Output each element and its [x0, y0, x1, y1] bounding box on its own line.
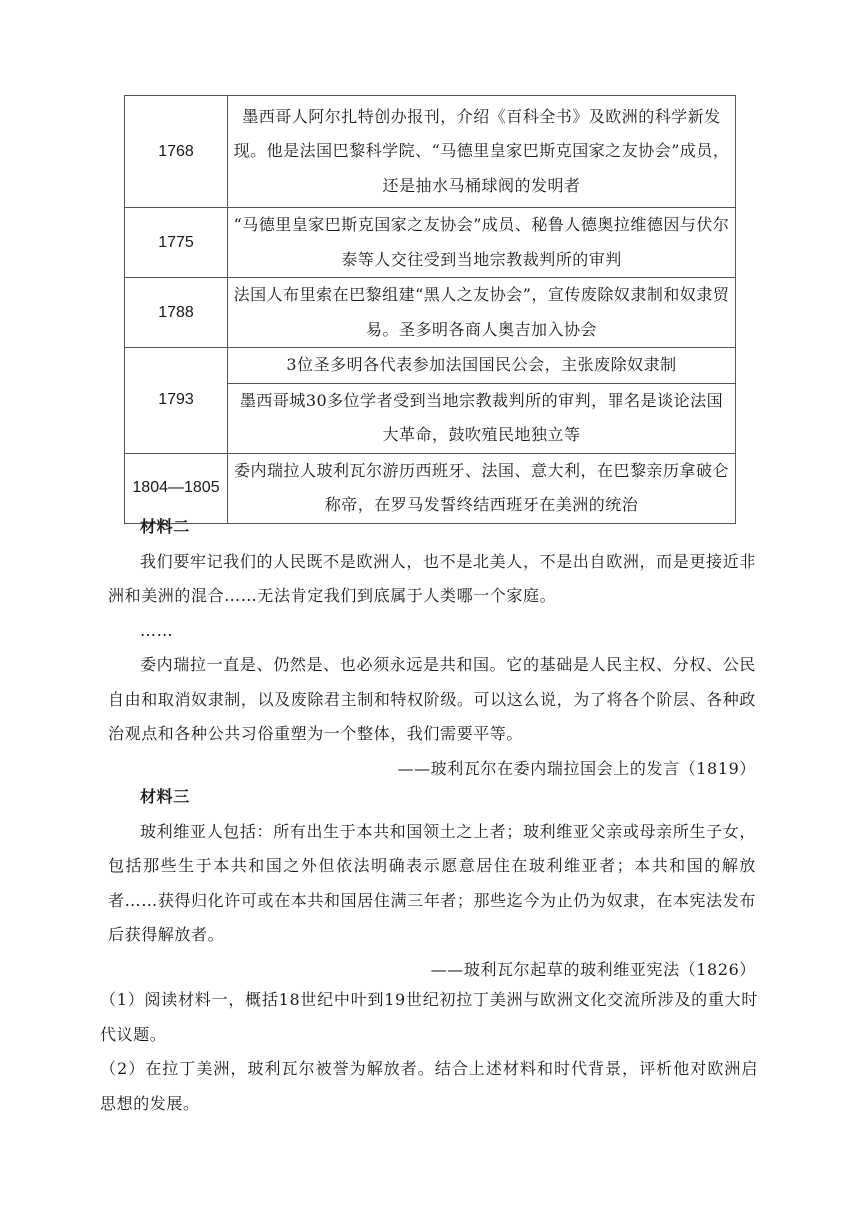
- material-2-paragraph-1: 我们要牢记我们的人民既不是欧洲人，也不是北美人，不是出自欧洲，而是更接近非洲和美洲的混合……无法肯定我们到底属于人类哪一个家庭。: [108, 551, 756, 605]
- year-cell: 1788: [125, 278, 228, 348]
- material-2-source: ——玻利瓦尔在委内瑞拉国会上的发言（1819）: [397, 758, 756, 778]
- table-row: [125, 208, 736, 278]
- year-cell: 1793: [125, 348, 228, 454]
- material-2-heading: 材料二: [140, 517, 190, 536]
- table-row: [125, 348, 736, 454]
- material-2-section: [108, 510, 756, 786]
- event-cell: [228, 348, 736, 454]
- event-cell: 墨西哥人阿尔扎特创办报刊，介绍《百科全书》及欧洲的科学新发现。他是法国巴黎科学院、“马德里皇家巴斯克国家之友协会”成员，还是抽水马桶球阀的发明者: [228, 96, 736, 208]
- subevent-text: 3位圣多明各代表参加法国国民公会，主张废除奴隶制: [286, 355, 677, 374]
- year-cell: 1775: [125, 208, 228, 278]
- year-cell: 1804—1805: [125, 453, 228, 523]
- material-2-paragraph-2: 委内瑞拉一直是、仍然是、也必须永远是共和国。它的基础是人民主权、分权、公民自由和取消奴隶制，以及废除君主制和特权阶级。可以这么说，为了将各个阶层、各种政治观点和各种公共习俗重塑为一个整体，我们需要平等。: [108, 655, 756, 743]
- material-3-paragraph: 玻利维亚人包括：所有出生于本共和国领土之上者；玻利维亚父亲或母亲所生子女，包括那些生于本共和国之外但依法明确表示愿意居住在玻利维亚者；本共和国的解放者……获得归化许可或在本共和国居住满三年者；那些迄今为止仍为奴隶，在本宪法发布后获得解放者。: [108, 821, 756, 944]
- material-3-source: ——玻利瓦尔起草的玻利维亚宪法（1826）: [430, 959, 756, 979]
- question-1: （1）阅读材料一，概括18世纪中叶到19世纪初拉丁美洲与欧洲文化交流所涉及的重大时代议题。: [100, 990, 758, 1044]
- material-3-section: [108, 780, 756, 987]
- event-cell: 委内瑞拉人玻利瓦尔游历西班牙、法国、意大利，在巴黎亲历拿破仑称帝，在罗马发誓终结西班牙在美洲的统治: [228, 453, 736, 523]
- event-cell: “马德里皇家巴斯克国家之友协会”成员、秘鲁人德奥拉维德因与伏尔泰等人交往受到当地宗教裁判所的审判: [228, 208, 736, 278]
- question-2: （2）在拉丁美洲，玻利瓦尔被誉为解放者。结合上述材料和时代背景，评析他对欧洲启思想的发展。: [100, 1059, 758, 1113]
- event-cell: 法国人布里索在巴黎组建“黑人之友协会”，宣传废除奴隶制和奴隶贸易。圣多明各商人奥吉加入协会: [228, 278, 736, 348]
- subevent-text: 墨西哥城30多位学者受到当地宗教裁判所的审判，罪名是谈论法国大革命，鼓吹殖民地独立等: [228, 383, 735, 453]
- year-cell: 1768: [125, 96, 228, 208]
- material-3-heading: 材料三: [140, 787, 190, 806]
- table-row: [125, 96, 736, 208]
- timeline-table: [124, 95, 736, 524]
- table-row: [125, 278, 736, 348]
- material-2-ellipsis: ……: [140, 620, 174, 640]
- questions-section: [100, 983, 758, 1121]
